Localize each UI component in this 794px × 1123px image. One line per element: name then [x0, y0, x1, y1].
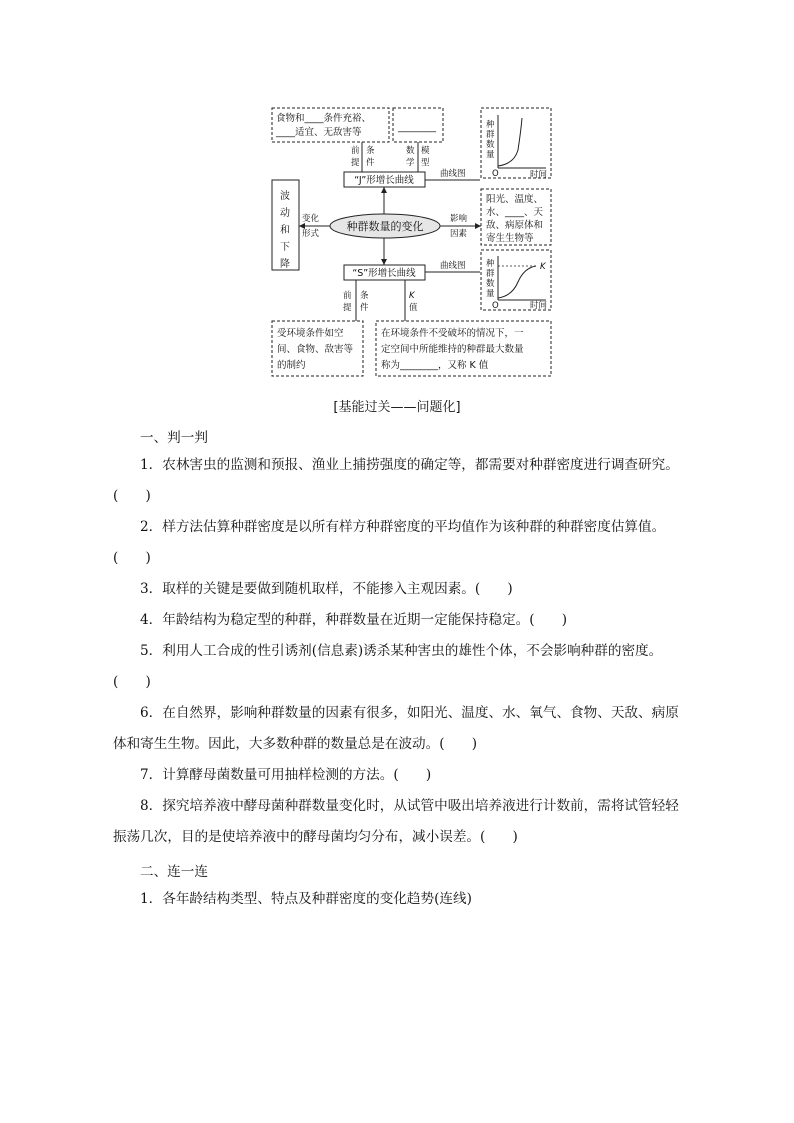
influence-2: 因素	[450, 229, 468, 239]
graph2-ylabel-4: 量	[486, 289, 495, 299]
food-condition-line2: ____适宜、无敌害等	[276, 127, 362, 138]
factors-line1: 阳光、温度、	[486, 194, 544, 205]
constraint-line2: 间、食物、敌害等	[277, 344, 354, 355]
fluctuation-2: 动	[280, 208, 290, 219]
change-form-1: 变化	[302, 214, 320, 224]
j-curve-label: “J”形增长曲线	[354, 175, 414, 186]
fluctuation-3: 和	[280, 225, 290, 236]
question-8: 8．探究培养液中酵母菌种群数量变化时，从试管中吸出培养液进行计数前，需将试管轻轻振荡几次，目的是使培养液中的酵母菌均匀分布，减小误差。( )	[113, 798, 679, 845]
factors-line2: 水、____、天	[486, 207, 544, 218]
s-k-2: 值	[409, 303, 418, 313]
graph2-ylabel-2: 群	[486, 269, 495, 279]
j-premise-2: 提	[351, 158, 360, 168]
k-value-line1: 在环境条件不受破坏的情况下，一	[381, 328, 524, 339]
question-1	[113, 450, 685, 481]
influence-1: 影响	[450, 214, 468, 224]
fluctuation-1: 波	[280, 191, 290, 202]
s-condition-1: 条	[360, 291, 369, 301]
s-premise-1: 前	[343, 291, 352, 301]
question-5-text: 5．利用人工合成的性引诱剂(信息素)诱杀某种害虫的雄性个体，不会影响种群的密度。	[140, 643, 663, 659]
factors-line3: 敌、病原体和	[486, 220, 544, 231]
question-2-text: 2．样方法估算种群密度是以所有样方种群密度的平均值作为该种群的种群密度估算值。	[140, 519, 666, 535]
graph2-xlabel: 时间	[530, 301, 548, 311]
graph1-xlabel: 时间	[530, 170, 548, 180]
graph1-ylabel-2: 群	[486, 130, 495, 140]
k-value-line3: 称为________，又称 K 值	[381, 360, 489, 371]
j-condition-2: 件	[366, 158, 375, 168]
center-title: 种群数量的变化	[346, 220, 424, 233]
graph1-ylabel-4: 量	[486, 150, 495, 160]
curve-label-s: 曲线图	[440, 261, 466, 271]
graph2-k: K	[540, 262, 546, 272]
graph2-ylabel-3: 数	[486, 279, 495, 289]
j-premise-1: 前	[351, 146, 360, 156]
section-heading-link: 二、连一连	[140, 864, 208, 880]
link-question-1: 1．各年龄结构类型、特点及种群密度的变化趋势(连线)	[140, 891, 472, 907]
question-7: 7．计算酵母菌数量可用抽样检测的方法。( )	[140, 767, 432, 783]
question-3: 3．取样的关键是要做到随机取样，不能掺入主观因素。( )	[140, 581, 513, 597]
question-5-answer: ( )	[113, 674, 151, 690]
fluctuation-5: 降	[280, 259, 290, 270]
k-value-line2: 定空间中所能维持的种群最大数量	[381, 344, 524, 355]
graph1-ylabel-3: 数	[486, 140, 495, 150]
graph2-origin: O	[492, 301, 499, 311]
graph1-origin: O	[492, 169, 499, 179]
question-6: 6．在自然界，影响种群数量的因素有很多，如阳光、温度、水、氧气、食物、天敌、病原体和寄生生物。因此，大多数种群的数量总是在波动。( )	[113, 705, 679, 752]
question-2-answer: ( )	[113, 550, 151, 566]
question-1-text: 1．农林害虫的监测和预报、渔业上捕捞强度的确定等，都需要对种群密度进行调查研究。	[140, 457, 679, 473]
constraint-line3: 的制约	[277, 360, 306, 371]
question-2	[113, 512, 685, 543]
s-k-1: K	[409, 291, 415, 301]
change-form-2: 形式	[302, 229, 320, 239]
s-curve-label: “S”形增长曲线	[352, 268, 416, 279]
math-model-blank: ________	[398, 122, 436, 133]
s-condition-2: 件	[360, 303, 369, 313]
graph2-ylabel-1: 种	[486, 259, 495, 269]
graph1-ylabel-1: 种	[486, 120, 495, 130]
j-model-1: 模	[421, 146, 430, 156]
j-math-2: 学	[406, 158, 415, 168]
s-premise-2: 提	[343, 303, 352, 313]
section-caption: [基能过关——问题化]	[333, 400, 461, 415]
section-heading-judge: 一、判一判	[140, 430, 208, 446]
food-condition-line1: 食物和____条件充裕、	[276, 113, 372, 124]
j-model-2: 型	[421, 158, 430, 168]
j-condition-1: 条	[366, 146, 375, 156]
fluctuation-4: 下	[280, 242, 290, 253]
constraint-line1: 受环境条件如空	[277, 328, 344, 339]
concept-diagram	[0, 0, 794, 390]
factors-line4: 寄生生物等	[486, 233, 534, 244]
question-5	[113, 636, 685, 667]
question-1-answer: ( )	[113, 488, 151, 504]
j-math-1: 数	[406, 146, 415, 156]
question-4: 4．年龄结构为稳定型的种群，种群数量在近期一定能保持稳定。( )	[140, 612, 568, 628]
curve-label-j: 曲线图	[440, 169, 466, 179]
